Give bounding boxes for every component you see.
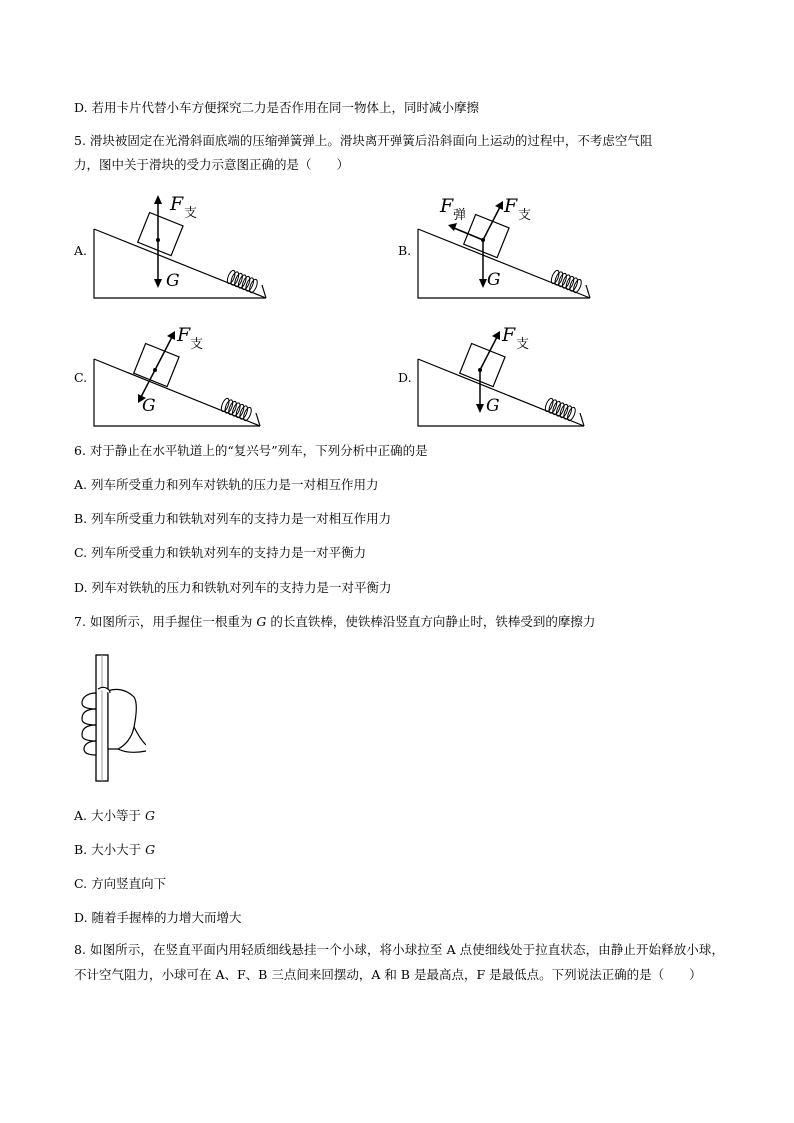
q4-option-d: D. 若用卡片代替小车方便探究二力是否作用在同一物体上，同时减小摩擦 xyxy=(74,100,480,115)
force-f-subscript: 支 xyxy=(518,208,532,223)
q6-stem: 6. 对于静止在水平轨道上的“复兴号”列车，下列分析中正确的是 xyxy=(74,443,428,458)
force-f-label: F xyxy=(504,195,518,217)
force-f-subscript: 支 xyxy=(190,337,204,352)
figure-a-incline xyxy=(90,185,280,305)
q6-option-b: B. 列车所受重力和铁轨对列车的支持力是一对相互作用力 xyxy=(74,511,392,526)
force-g-label: G xyxy=(487,270,501,290)
figure-b-label: B. xyxy=(398,243,412,258)
force-g-label: G xyxy=(166,271,180,291)
q7-option-d: D. 随着手握棒的力增大而增大 xyxy=(74,910,242,925)
figure-d-label: D. xyxy=(398,370,412,385)
figure-d-incline xyxy=(414,315,604,435)
force-f-subscript: 支 xyxy=(516,337,530,352)
force-f-label: F xyxy=(177,324,191,346)
q7-option-a: A. 大小等于 G xyxy=(74,808,155,823)
q6-option-a: A. 列车所受重力和列车对铁轨的压力是一对相互作用力 xyxy=(74,477,379,492)
q5-stem-line1: 5. 滑块被固定在光滑斜面底端的压缩弹簧弹上。滑块离开弹簧后沿斜面向上运动的过程中，不考虑空气阻 xyxy=(74,133,653,148)
q7-option-b: B. 大小大于 G xyxy=(74,842,156,857)
figure-c-label: C. xyxy=(74,370,88,385)
hand-icon xyxy=(82,687,146,755)
hand-gripping-rod-figure xyxy=(76,653,146,785)
q6-option-d: D. 列车对铁轨的压力和铁轨对列车的支持力是一对平衡力 xyxy=(74,580,392,595)
q6-option-c: C. 列车所受重力和铁轨对列车的支持力是一对平衡力 xyxy=(74,545,367,560)
figure-c-incline xyxy=(90,315,280,435)
force-f-label: F xyxy=(170,193,184,215)
q8-stem: 8. 如图所示，在竖直平面内用轻质细线悬挂一个小球，将小球拉至 A 点使细线处于拉直状态，由静止开始释放小球，不计空气阻力，小球可在 A、F、B 三点间来回摆动，A 和 B 是最高点，F 是最低点。下列说法正确的是（ ） xyxy=(74,942,724,982)
force-f-tan-subscript: 弹 xyxy=(453,208,467,223)
slider-block xyxy=(464,215,509,258)
spring-icon xyxy=(550,269,583,293)
figure-a-label: A. xyxy=(74,243,88,258)
q7-variable: G xyxy=(256,614,267,629)
force-g-label: G xyxy=(486,396,500,416)
q5-stem-line2: 力，图中关于滑块的受力示意图正确的是（ ） xyxy=(74,157,350,172)
force-f-subscript: 支 xyxy=(184,206,198,221)
force-f-tan-label: F xyxy=(440,195,454,217)
figure-b-incline xyxy=(414,185,604,305)
spring-icon xyxy=(220,397,253,421)
force-f-label: F xyxy=(502,324,516,346)
spring-icon xyxy=(544,397,577,421)
q7-option-c: C. 方向竖直向下 xyxy=(74,876,167,891)
slider-block xyxy=(134,344,179,387)
spring-icon xyxy=(226,269,259,293)
q7-stem: 7. 如图所示，用手握住一根重为 G 的长直铁棒，使铁棒沿竖直方向静止时，铁棒受到的摩擦力 xyxy=(74,614,596,629)
force-g-label: G xyxy=(142,396,156,416)
